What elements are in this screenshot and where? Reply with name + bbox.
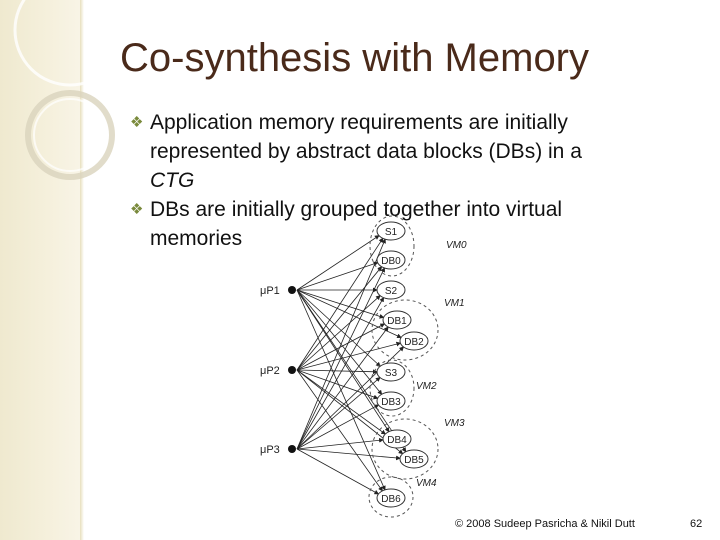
processor-node — [288, 445, 296, 453]
task-node-label: DB0 — [381, 256, 401, 267]
footer-copyright: © 2008 Sudeep Pasricha & Nikil Dutt — [455, 518, 635, 530]
bullet-text-line: memories — [150, 227, 243, 250]
page-number: 62 — [690, 518, 703, 530]
virtual-memory-label: VM4 — [416, 478, 437, 489]
diagram-edge — [297, 440, 383, 449]
diagram-edge — [297, 370, 377, 372]
bullet-list — [130, 108, 690, 253]
virtual-memory-outline — [372, 419, 438, 479]
diagram-edge — [297, 238, 383, 370]
processor-label: μP3 — [260, 444, 280, 456]
task-node-label: DB1 — [387, 316, 407, 327]
task-node-label: DB3 — [381, 397, 401, 408]
task-node-label: DB6 — [381, 494, 401, 505]
diagram-edge — [297, 327, 388, 449]
diagram-nodes — [260, 222, 428, 507]
virtual-memory-label: VM1 — [444, 298, 465, 309]
bullet-text-line: CTG — [150, 169, 195, 192]
virtual-memory-label: VM2 — [416, 381, 437, 392]
task-node-label: S2 — [384, 286, 398, 297]
virtual-memory-label: VM3 — [444, 418, 465, 429]
diagram-edge — [297, 449, 400, 458]
diagram-edge — [297, 239, 385, 449]
task-node-label: DB2 — [404, 337, 424, 348]
processor-node — [288, 366, 296, 374]
bullet-marker-icon: ❖ — [130, 201, 144, 218]
task-node-label: S1 — [384, 227, 398, 238]
bullet-marker-icon: ❖ — [130, 114, 144, 131]
task-node-label: DB4 — [387, 435, 407, 446]
bullet-text-line: represented by abstract data blocks (DBs) in a — [150, 140, 582, 163]
task-node-label: S3 — [384, 368, 398, 379]
task-node-label: DB5 — [404, 455, 424, 466]
processor-node — [288, 286, 296, 294]
diagram-edge — [297, 449, 378, 494]
bullet-item — [130, 108, 690, 137]
virtual-memory-label: VM0 — [446, 240, 467, 251]
processor-label: μP1 — [260, 285, 280, 297]
virtual-memory-outline — [372, 300, 438, 360]
bullet-item — [130, 195, 690, 224]
bullet-text-line: Application memory requirements are initially — [150, 111, 568, 134]
processor-label: μP2 — [260, 365, 280, 377]
bullet-text-line: DBs are initially grouped together into virtual — [150, 198, 563, 221]
slide-title: Co-synthesis with Memory — [120, 36, 590, 80]
